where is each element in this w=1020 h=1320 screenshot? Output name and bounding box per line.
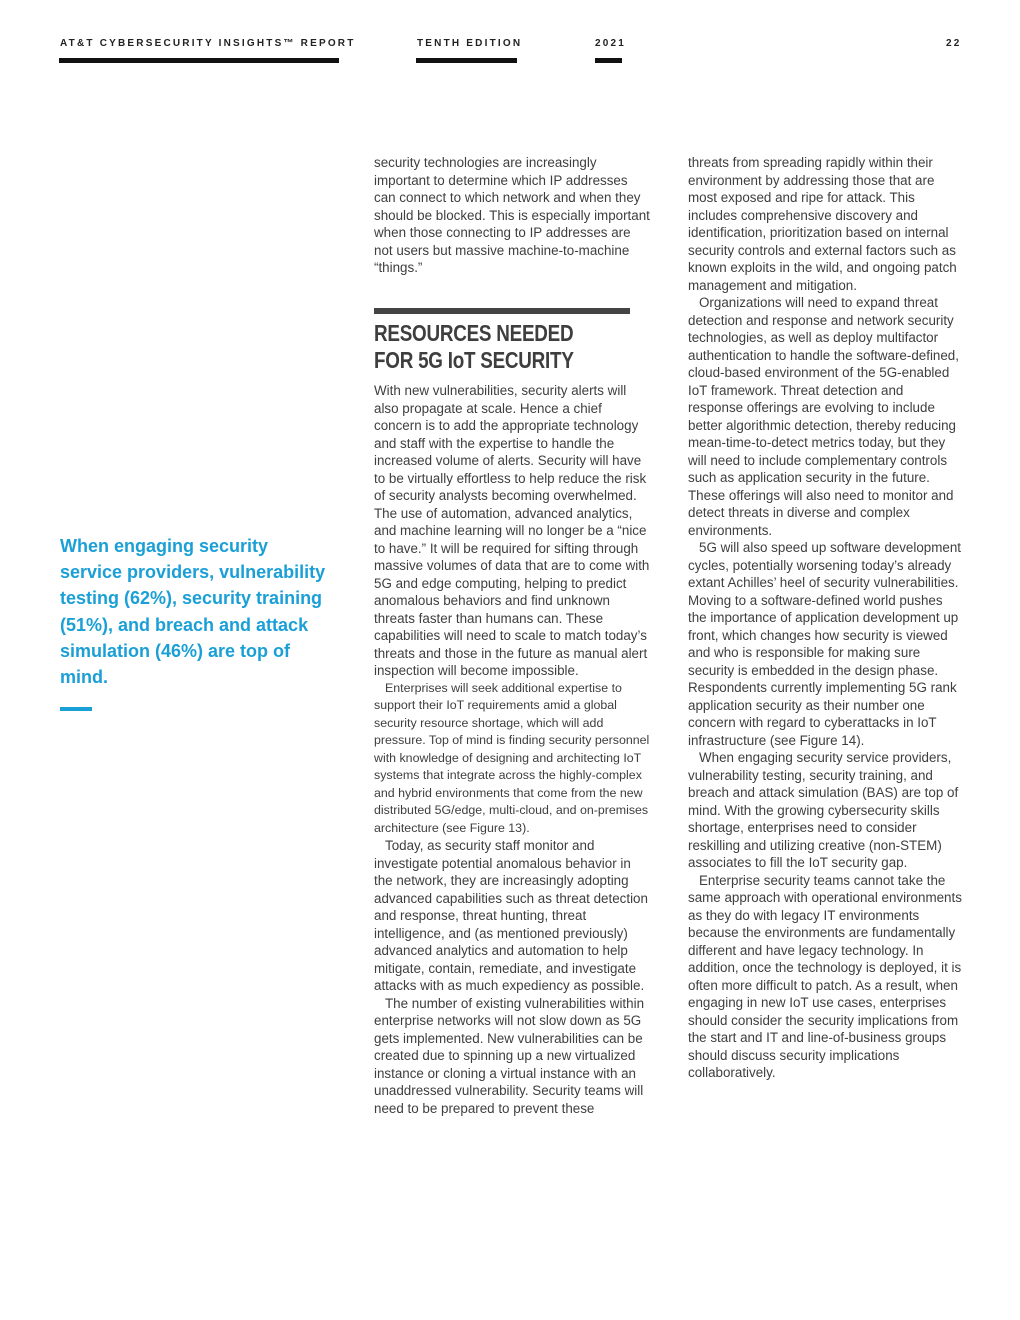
- right-paragraph-2: Organizations will need to expand threat detection and response and network security technologies, as well as deploy multifactor authentication to handle the software-defined, cloud-based environment of the 5G-enabled IoT framework. Threat detection and response offerings are evolving to include better algorithmic detection, thereby reducing mean-time-to-detect metrics today, but they will need to include complementary controls such as application security in the future. These offerings will also need to monitor and detect threats in diverse and complex environments.: [688, 295, 959, 538]
- page-number: 22: [946, 38, 962, 49]
- middle-column: [374, 382, 652, 1117]
- middle-paragraph-1: With new vulnerabilities, security alerts will also propagate at scale. Hence a chief concern is to add the appropriate technology and staff with the expertise to handle the increased volume of alerts. Security will have to be virtually effortless to help reduce the risk of security analysts becoming overwhelmed. The use of automation, advanced analytics, and machine learning will no longer be a “nice to have.” It will be required for sifting through massive volumes of data that are to come with 5G and edge computing, helping to predict anomalous behaviors and find unknown threats faster than humans can. These capabilities will need to scale to match today’s threats and those in the future as manual alert inspection will become impossible.: [374, 383, 650, 678]
- edition-label: TENTH EDITION: [417, 38, 523, 49]
- right-paragraph-3: 5G will also speed up software development cycles, potentially worsening today’s already extant Achilles’ heel of security vulnerabilities. Moving to a software-defined world pushes the importance of application development up front, which changes how security is viewed and who is responsible for making sure security is embedded in the design phase. Respondents currently implementing 5G rank application security as their number one concern with regard to cyberattacks in IoT infrastructure (see Figure 14).: [688, 540, 962, 748]
- intro-text: security technologies are increasingly important to determine which IP addresses can connect to which network and when they should be blocked. This is especially important when those connecting to IP addresses are not users but massive machine-to-machine “things.”: [374, 155, 650, 275]
- pull-quote: When engaging security service providers, vulnerability testing (62%), security training (51%), and breach and attack simulation (46%) are top of mind.: [60, 536, 326, 688]
- right-paragraph-1: threats from spreading rapidly within their environment by addressing those that are most exposed and ripe for attack. This includes comprehensive discovery and identification, prioritization based on internal security controls and external factors such as known exploits in the wild, and ongoing patch management and mitigation.: [688, 155, 957, 293]
- report-title: AT&T CYBERSECURITY INSIGHTS™ REPORT: [60, 38, 356, 49]
- intro-paragraph: [374, 154, 652, 277]
- edition-bar: [416, 58, 517, 63]
- section-heading: RESOURCES NEEDED FOR 5G IoT SECURITY: [374, 320, 574, 373]
- middle-paragraph-4: The number of existing vulnerabilities within enterprise networks will not slow down as 5G gets implemented. New vulnerabilities can be created due to spinning up a new virtualized instance or cloning a virtual instance with an unaddressed vulnerability. Security teams will need to be prepared to prevent these: [374, 995, 645, 1116]
- report-title-bar: [59, 58, 339, 63]
- right-column: [688, 154, 962, 1082]
- right-paragraph-5: Enterprise security teams cannot take the same approach with operational environments as they do with legacy IT environments because the environments are fundamentally different and have legacy technology. In addition, once the technology is deployed, it is often more difficult to patch. As a result, when engaging in new IoT use cases, enterprises should consider the security implications from the start and IT and line-of-business groups should discuss security implications collaboratively.: [688, 872, 962, 1080]
- middle-paragraph-3: Today, as security staff monitor and investigate potential anomalous behavior in the network, they are increasingly adopting advanced capabilities such as threat detection and response, threat hunting, threat intelligence, and (as mentioned previously) advanced analytics and automation to help mitigate, contain, remediate, and investigate attacks with as much expediency as possible.: [374, 838, 648, 993]
- year-label: 2021: [595, 38, 627, 49]
- middle-paragraph-2: Enterprises will seek additional expertise to support their IoT requirements amid a global security resource shortage, which will add pressure. Top of mind is finding security personnel with knowledge of designing and architecting IoT systems that integrate across the highly-complex and hybrid environments that come from the new distributed 5G/edge, multi-cloud, and on-premises architecture (see Figure 13).: [374, 680, 650, 835]
- section-heading-rule: [374, 308, 630, 314]
- year-bar: [595, 58, 622, 63]
- pull-quote-accent-bar: [60, 707, 92, 711]
- right-paragraph-4: When engaging security service providers, vulnerability testing, security training, and breach and attack simulation (BAS) are top of mind. With the growing cybersecurity skills shortage, enterprises need to consider reskilling and utilizing creative (non-STEM) associates to fill the IoT security gap.: [688, 750, 959, 870]
